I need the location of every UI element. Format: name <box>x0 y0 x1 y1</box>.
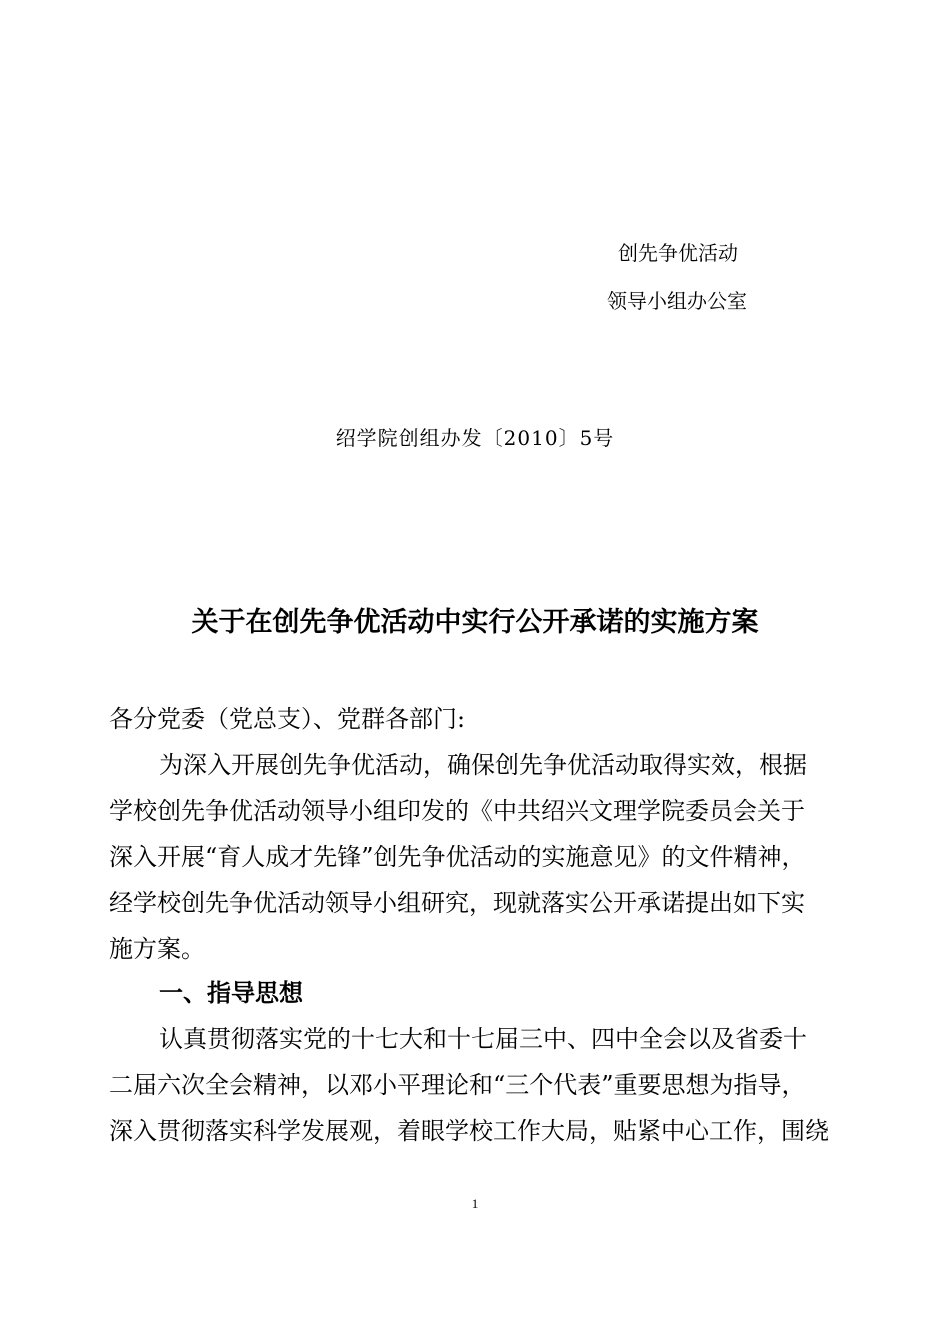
section-heading <box>109 970 849 1016</box>
issuer-line-2: 领导小组办公室 <box>607 289 747 313</box>
paragraph-1 <box>109 742 849 972</box>
paragraph-1-line: 深入开展“育人成才先锋”创先争优活动的实施意见》的文件精神， <box>109 843 806 871</box>
paragraph-1-line: 为深入开展创先争优活动，确保创先争优活动取得实效，根据 <box>159 751 807 779</box>
paragraph-1-line: 学校创先争优活动领导小组印发的《中共绍兴文理学院委员会关于 <box>109 797 805 825</box>
issuer-line-1: 创先争优活动 <box>618 241 738 265</box>
paragraph-1-line: 经学校创先争优活动领导小组研究，现就落实公开承诺提出如下实 <box>109 889 805 917</box>
document-title: 关于在创先争优活动中实行公开承诺的实施方案 <box>191 607 759 638</box>
section-heading-text: 一、指导思想 <box>159 979 303 1007</box>
addressee: 各分党委（党总支）、党群各部门: <box>109 705 466 733</box>
paragraph-2-line: 二届六次全会精神，以邓小平理论和“三个代表”重要思想为指导， <box>109 1071 806 1099</box>
paragraph-1-line: 施方案。 <box>109 935 205 963</box>
paragraph-2 <box>109 1016 849 1154</box>
document-number: 绍学院创组办发〔2010〕5号 <box>335 426 615 450</box>
paragraph-2-line: 深入贯彻落实科学发展观，着眼学校工作大局，贴紧中心工作，围绕 <box>109 1117 829 1145</box>
page-number: 1 <box>471 1196 479 1211</box>
paragraph-2-line: 认真贯彻落实党的十七大和十七届三中、四中全会以及省委十 <box>159 1025 807 1053</box>
